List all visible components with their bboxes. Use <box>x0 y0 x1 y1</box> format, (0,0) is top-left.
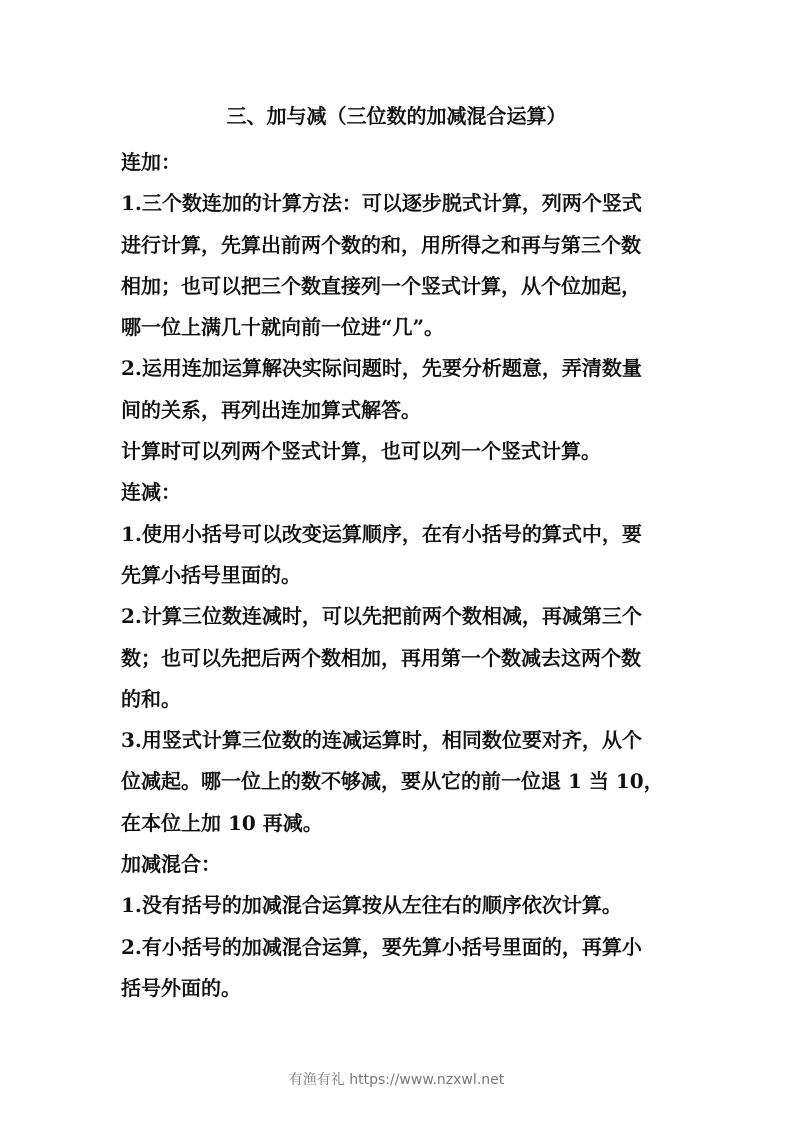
body-line: 间的关系，再列出连加算式解答。 <box>121 397 421 422</box>
body-line: 位减起。哪一位上的数不够减，要从它的前一位退 1 当 10， <box>121 769 664 794</box>
document-body <box>121 142 681 1009</box>
body-line: 1.没有括号的加减混合运算按从左往右的顺序依次计算。 <box>121 893 622 918</box>
body-line: 先算小括号里面的。 <box>121 562 301 587</box>
body-line: 数；也可以先把后两个数相加，再用第一个数减去这两个数 <box>121 645 641 670</box>
page-title: 三、加与减（三位数的加减混合运算） <box>226 104 567 128</box>
section-heading-addition: 连加： <box>121 150 181 174</box>
body-line: 括号外面的。 <box>121 975 241 1000</box>
body-line: 相加；也可以把三个数直接列一个竖式计算，从个位加起， <box>121 273 641 298</box>
body-line: 哪一位上满几十就向前一位进“几”。 <box>121 315 445 340</box>
body-line: 3.用竖式计算三位数的连减运算时，相同数位要对齐，从个 <box>121 728 642 753</box>
body-line: 计算时可以列两个竖式计算，也可以列一个竖式计算。 <box>121 439 601 464</box>
body-line: 2.运用连加运算解决实际问题时，先要分析题意，弄清数量 <box>121 356 642 381</box>
body-line: 2.有小括号的加减混合运算，要先算小括号里面的，再算小 <box>121 934 642 959</box>
body-line: 进行计算，先算出前两个数的和，用所得之和再与第三个数 <box>121 232 641 257</box>
body-line: 1.三个数连加的计算方法：可以逐步脱式计算，列两个竖式 <box>121 191 642 216</box>
section-heading-subtraction: 连减： <box>121 480 181 505</box>
body-line: 2.计算三位数连减时，可以先把前两个数相减，再减第三个 <box>121 604 642 629</box>
body-line: 的和。 <box>121 686 181 711</box>
section-heading-mixed: 加减混合： <box>121 852 221 877</box>
footer-watermark: 有渔有礼 https://www.nzxwl.net <box>288 1072 505 1088</box>
body-line: 在本位上加 10 再减。 <box>121 810 323 835</box>
body-line: 1.使用小括号可以改变运算顺序，在有小括号的算式中，要 <box>121 521 642 546</box>
